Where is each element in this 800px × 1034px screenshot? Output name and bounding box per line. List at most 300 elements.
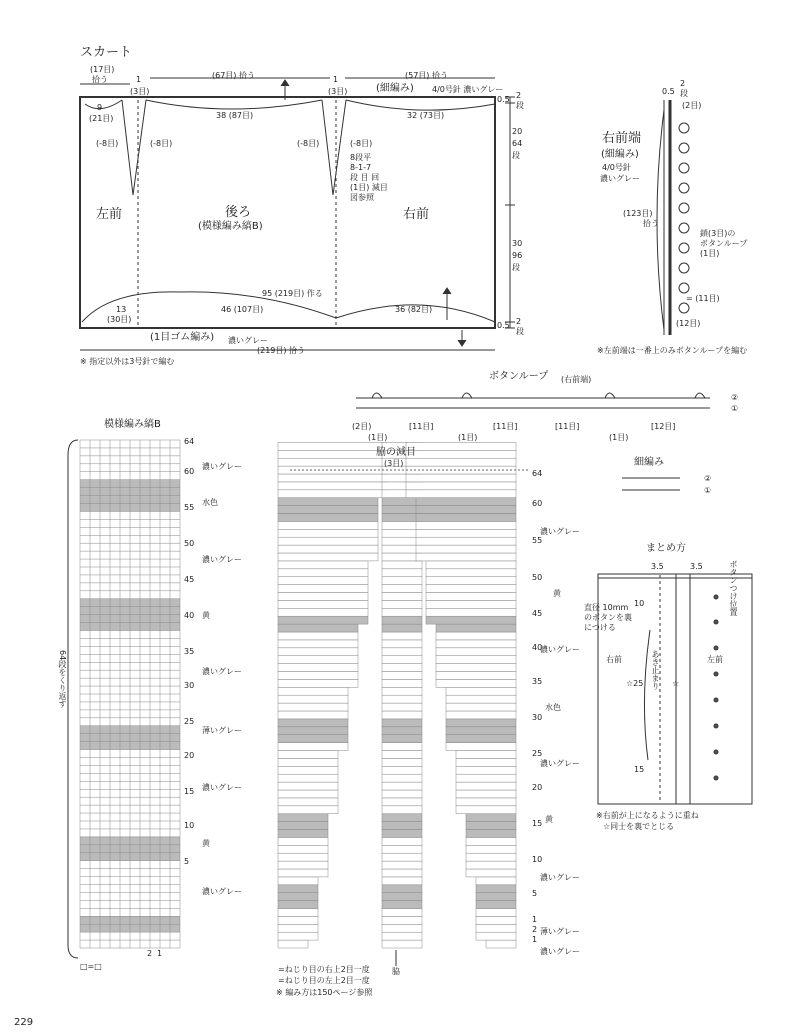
chart-cell-row: [278, 648, 358, 656]
chart-cell-row: [278, 877, 318, 885]
chart-cell-row: [278, 687, 348, 695]
chart-cell-row: [278, 545, 378, 553]
chart-cell-row: [278, 569, 368, 577]
skirt-dec-2: (-8目): [150, 139, 173, 148]
pattern-b-repeat: 64段をくり返す: [58, 650, 67, 709]
chart-cell-row: [278, 679, 358, 687]
chart-cell-row: [416, 506, 516, 514]
button-loop-c1a: (1目): [368, 433, 388, 442]
chart-cell-row: [406, 458, 516, 466]
skirt-pickup: (219目) 拾う: [257, 346, 306, 355]
chart-cell-row: [278, 608, 368, 616]
chart-cell-row: [466, 845, 516, 853]
skirt-dart-note-1: 8-1-7: [350, 163, 372, 172]
chart-cell-row: [406, 450, 516, 458]
chart-cell-row: [382, 656, 422, 664]
chart-cell-row: [436, 640, 516, 648]
chart-cell-row: [278, 727, 348, 735]
chart-cell-row: [382, 869, 422, 877]
placket-sub: (細編み): [601, 149, 639, 160]
chart-cell-row: [456, 758, 516, 766]
side-dec-row-14: 2: [532, 925, 538, 934]
chart-cell-row: [382, 885, 422, 893]
chart-cell-row: [436, 656, 516, 664]
chart-cell-row: [278, 861, 328, 869]
chart-cell-row: [278, 640, 358, 648]
chart-cell-row: [382, 798, 422, 806]
placket-pick-sub: 拾う: [643, 219, 659, 228]
chart-cell-row: [278, 837, 328, 845]
page-number: 229: [14, 1017, 34, 1028]
chart-cell-row: [278, 632, 358, 640]
skirt-d95: 95 (219目) 作る: [262, 289, 323, 298]
chart-cell-row: [278, 561, 368, 569]
chart-cell-row: [466, 830, 516, 838]
chart-cell-row: [382, 766, 422, 774]
chart-cell-row: [278, 450, 388, 458]
chart-cell-row: [382, 679, 422, 687]
chart-cell-row: [382, 672, 422, 680]
chart-cell-row: [278, 940, 308, 948]
chart-cell-row: [382, 600, 422, 608]
chart-cell-row: [416, 553, 516, 561]
chart-cell-row: [456, 790, 516, 798]
chart-cell-row: [446, 727, 516, 735]
side-decrease-grid: [278, 442, 530, 966]
pattern-b-color-8: 濃いグレー: [202, 887, 242, 896]
chart-cell-row: [476, 885, 516, 893]
chart-cell-row: [406, 442, 516, 450]
finish-star: ☆: [672, 679, 680, 688]
side-dec-row-12: 5: [532, 889, 538, 898]
skirt-d9: 9: [97, 103, 103, 112]
chart-cell-row: [426, 561, 516, 569]
button-loop-c11c: [11目]: [555, 422, 580, 431]
skirt-top-mid-1: 1: [136, 75, 142, 84]
side-dec-legend-2: =ねじり目の左上2目一度: [278, 976, 370, 985]
chart-cell-row: [278, 529, 378, 537]
chart-cell-row: [382, 735, 422, 743]
skirt-d32: 32 (73目): [407, 111, 445, 120]
finish-w2: 3.5: [690, 562, 703, 571]
chart-cell-row: [382, 751, 422, 759]
finish-d15: 15: [634, 765, 645, 774]
pattern-b-legend: □=□: [80, 962, 102, 971]
pattern-b-row-64: 64: [184, 437, 195, 446]
chart-cell-row: [278, 830, 328, 838]
chart-cell-row: [278, 458, 388, 466]
pattern-b-row-25: 25: [184, 717, 195, 726]
chart-cell-row: [382, 853, 422, 861]
chart-cell-row: [382, 743, 422, 751]
chart-cell-row: [382, 648, 422, 656]
finish-right: 右前: [606, 655, 622, 664]
chart-cell-row: [406, 474, 516, 482]
pattern-b-row-55: 55: [184, 503, 195, 512]
side-dec-legend-3: ※ 編み方は150ページ参照: [276, 988, 373, 997]
chart-cell-row: [278, 703, 348, 711]
skirt-top-right: (57目) 拾う: [405, 71, 448, 80]
chart-cell-row: [278, 490, 388, 498]
chart-cell-row: [382, 814, 422, 822]
placket-title: 右前端: [602, 131, 642, 146]
chart-cell-row: [416, 529, 516, 537]
side-dec-color-2: 濃いグレー: [540, 645, 580, 654]
side-dec-row-15: 1: [532, 935, 538, 944]
pattern-b-color-0: 濃いグレー: [202, 462, 242, 471]
side-dec-row-13: 1: [532, 915, 538, 924]
side-dec-row-2: 55: [532, 536, 543, 545]
side-dec-row-6: 35: [532, 677, 543, 686]
sc-row1: ①: [704, 486, 712, 495]
chart-cell-row: [278, 442, 388, 450]
chart-cell-row: [382, 640, 422, 648]
chart-cell-row: [382, 909, 422, 917]
skirt-side-duan-b: 段: [512, 151, 520, 160]
placket-note: ※左前端は一番上のみボタンループを編む: [597, 346, 748, 355]
chart-cell-row: [278, 711, 348, 719]
chart-cell-row: [426, 577, 516, 585]
chart-cell-row: [382, 703, 422, 711]
chart-cell-row: [278, 624, 358, 632]
chart-cell-row: [278, 766, 338, 774]
skirt-top-left: (17目): [90, 65, 115, 74]
placket-loop1: 鎖(3目)の: [700, 229, 736, 238]
chart-cell-row: [278, 537, 378, 545]
chart-cell-row: [476, 901, 516, 909]
chart-cell-row: [278, 893, 318, 901]
chart-cell-row: [382, 585, 422, 593]
skirt-top-mid-1b: (3目): [130, 87, 150, 96]
chart-cell-row: [278, 593, 368, 601]
side-dec-row-10: 15: [532, 819, 543, 828]
side-dec-color-4: 濃いグレー: [540, 759, 580, 768]
chart-cell-row: [382, 782, 422, 790]
chart-cell-row: [278, 616, 368, 624]
chart-cell-row: [382, 719, 422, 727]
chart-cell-row: [278, 806, 338, 814]
placket-needle: 4/0号針: [602, 163, 631, 172]
skirt-d38: 38 (87目): [216, 111, 254, 120]
chart-cell-row: [278, 577, 368, 585]
chart-cell-row: [436, 672, 516, 680]
chart-cell-row: [426, 569, 516, 577]
chart-cell-row: [456, 782, 516, 790]
button-loop-c11a: [11目]: [409, 422, 434, 431]
side-dec-row-7: 30: [532, 713, 543, 722]
chart-cell-row: [426, 585, 516, 593]
chart-cell-row: [466, 861, 516, 869]
chart-cell-row: [382, 893, 422, 901]
chart-cell-row: [476, 877, 516, 885]
chart-cell-row: [466, 814, 516, 822]
chart-cell-row: [382, 924, 422, 932]
skirt-side-2b: 2: [516, 317, 522, 326]
pattern-b-row-60: 60: [184, 467, 195, 476]
pattern-b-row-35: 35: [184, 647, 195, 656]
skirt-d36: 36 (82目): [395, 305, 433, 314]
chart-cell-row: [278, 885, 318, 893]
placket-pick: (123目): [623, 209, 653, 218]
skirt-dart-note-0: 8段平: [350, 153, 372, 162]
finish-btn-note3: につける: [584, 623, 616, 632]
pattern-b-col-1: 1: [157, 949, 163, 958]
finish-w1: 3.5: [651, 562, 664, 571]
side-dec-row-3: 50: [532, 573, 543, 582]
chart-cell-row: [426, 616, 516, 624]
chart-cell-row: [436, 632, 516, 640]
chart-cell-row: [278, 916, 318, 924]
side-dec-row-4: 45: [532, 609, 543, 618]
chart-cell-row: [486, 940, 516, 948]
button-loop-row2: ②: [731, 393, 739, 402]
skirt-side-2a: 2: [516, 91, 522, 100]
sc-title: 細編み: [634, 457, 664, 468]
chart-cell-row: [382, 932, 422, 940]
side-dec-color-3: 水色: [545, 703, 561, 712]
chart-cell-row: [446, 743, 516, 751]
chart-cell-row: [436, 624, 516, 632]
chart-cell-row: [278, 782, 338, 790]
chart-cell-row: [382, 861, 422, 869]
skirt-side-05b: 0.5: [497, 321, 510, 330]
skirt-d21: (21目): [89, 114, 114, 123]
chart-cell-row: [278, 924, 318, 932]
side-dec-row-5: 40: [532, 643, 543, 652]
chart-cell-row: [406, 490, 516, 498]
pattern-b-color-1: 水色: [202, 498, 218, 507]
pattern-b-row-15: 15: [184, 787, 195, 796]
button-loop-sub: (右前端): [561, 375, 592, 384]
chart-cell-row: [382, 806, 422, 814]
button-loop-c2: (2目): [352, 422, 372, 431]
pattern-b-row-10: 10: [184, 821, 195, 830]
side-dec-color-6: 濃いグレー: [540, 873, 580, 882]
chart-cell-row: [278, 822, 328, 830]
chart-cell-row: [278, 656, 358, 664]
chart-cell-row: [278, 695, 348, 703]
chart-cell-row: [416, 521, 516, 529]
side-dec-legend-1: =ねじり目の右上2目一度: [278, 965, 370, 974]
placket-top-2: 2: [680, 79, 686, 88]
side-dec-title: 脇の減目: [376, 447, 416, 458]
chart-cell-row: [446, 695, 516, 703]
finish-btn-note1: 直径 10mm: [584, 603, 629, 612]
placket-loop2: ボタンループ: [700, 239, 748, 248]
side-dec-color-7: 薄いグレー: [540, 927, 580, 936]
chart-cell-row: [278, 909, 318, 917]
side-dec-waist: 脇: [392, 967, 400, 976]
chart-cell-row: [446, 703, 516, 711]
chart-cell-row: [426, 600, 516, 608]
skirt-d13: 13: [116, 305, 127, 314]
chart-cell-row: [416, 498, 516, 506]
chart-cell-row: [436, 664, 516, 672]
finish-d10: 10: [634, 599, 645, 608]
button-loop-c11b: [11目]: [493, 422, 518, 431]
skirt-back: 後ろ: [225, 205, 252, 220]
chart-cell-row: [476, 909, 516, 917]
chart-cell-row: [278, 719, 348, 727]
skirt-d46: 46 (107目): [221, 305, 264, 314]
side-dec-top: (3目): [384, 459, 404, 468]
chart-cell-row: [278, 932, 318, 940]
chart-cell-row: [382, 577, 422, 585]
chart-cell-row: [476, 916, 516, 924]
chart-cell-row: [382, 940, 422, 948]
pattern-b-color-6: 濃いグレー: [202, 783, 242, 792]
chart-cell-row: [278, 853, 328, 861]
chart-cell-row: [278, 600, 368, 608]
chart-cell-row: [382, 608, 422, 616]
skirt-dec-4: (-8目): [350, 139, 373, 148]
button-loop-c1c: (1目): [609, 433, 629, 442]
chart-cell-row: [426, 608, 516, 616]
chart-cell-row: [456, 751, 516, 759]
skirt-back-sub: (模様編み縞B): [198, 221, 263, 232]
skirt-dart-note-4: 図参照: [350, 193, 374, 202]
sc-row2: ②: [704, 474, 712, 483]
side-dec-color-1: 黄: [553, 589, 561, 598]
skirt-rib-color: 濃いグレー: [228, 336, 268, 345]
placket-r12: (12目): [676, 319, 701, 328]
chart-cell-row: [476, 893, 516, 901]
finish-note2: ☆同士を裏でとじる: [603, 822, 675, 831]
chart-cell-row: [382, 916, 422, 924]
skirt-top-left-sub: 拾う: [92, 75, 108, 84]
chart-cell-row: [382, 593, 422, 601]
side-dec-color-8: 濃いグレー: [540, 947, 580, 956]
chart-cell-row: [456, 798, 516, 806]
skirt-side-96: 96: [512, 251, 523, 260]
pattern-b-col-2: 2: [147, 949, 153, 958]
chart-cell-row: [382, 901, 422, 909]
chart-cell-row: [278, 814, 328, 822]
skirt-side-duan-c: 段: [512, 263, 520, 272]
button-loop-row1: ①: [731, 404, 739, 413]
chart-cell-row: [446, 687, 516, 695]
chart-cell-row: [382, 632, 422, 640]
chart-cell-row: [278, 672, 358, 680]
button-loop-c1b: (1目): [458, 433, 478, 442]
chart-cell-row: [446, 719, 516, 727]
chart-cell-row: [382, 837, 422, 845]
side-dec-row-8: 25: [532, 749, 543, 758]
chart-cell-row: [278, 735, 348, 743]
pattern-b-row-50: 50: [184, 539, 195, 548]
chart-cell-row: [382, 877, 422, 885]
chart-cell-row: [466, 822, 516, 830]
chart-cell-row: [466, 869, 516, 877]
chart-cell-row: [278, 869, 328, 877]
skirt-side-64: 64: [512, 139, 523, 148]
chart-cell-row: [446, 735, 516, 743]
chart-cell-row: [278, 901, 318, 909]
chart-cell-row: [278, 790, 338, 798]
chart-cell-row: [278, 521, 378, 529]
pattern-b-row-30: 30: [184, 681, 195, 690]
chart-cell-row: [476, 924, 516, 932]
chart-cell-row: [278, 758, 338, 766]
chart-cell-row: [382, 664, 422, 672]
chart-cell-row: [456, 806, 516, 814]
skirt-right-front: 右前: [403, 207, 430, 222]
chart-cell-row: [466, 853, 516, 861]
button-loop-title: ボタンループ: [489, 371, 549, 382]
pattern-b-row-5: 5: [184, 857, 190, 866]
side-dec-color-0: 濃いグレー: [540, 527, 580, 536]
chart-cell-row: [382, 687, 422, 695]
skirt-side-duan-d: 段: [516, 327, 524, 336]
skirt-left-front: 左前: [96, 207, 123, 222]
chart-cell-row: [416, 545, 516, 553]
chart-cell-row: [278, 845, 328, 853]
skirt-d30: (30目): [107, 315, 132, 324]
pattern-b-color-3: 黄: [202, 611, 210, 620]
finish-btn-note2: のボタンを裏: [584, 613, 632, 622]
chart-cell-row: [278, 514, 378, 522]
side-dec-row-9: 20: [532, 783, 543, 792]
placket-color: 濃いグレー: [600, 174, 640, 183]
placket-r2: (2目): [682, 101, 702, 110]
placket-top-duan: 段: [680, 89, 688, 98]
skirt-dart-note-3: (1目) 減目: [350, 183, 388, 192]
chart-cell-row: [278, 743, 348, 751]
skirt-side-duan-a: 段: [516, 101, 524, 110]
side-dec-row-0: 64: [532, 469, 543, 478]
finish-title: まとめ方: [646, 543, 686, 554]
skirt-top-mid-2: (67目) 拾う: [212, 71, 255, 80]
chart-cell-row: [278, 553, 378, 561]
side-dec-row-11: 10: [532, 855, 543, 864]
pattern-b-color-2: 濃いグレー: [202, 555, 242, 564]
chart-cell-row: [278, 506, 378, 514]
finish-btn-pos: ボタンつけ位置: [729, 560, 738, 616]
chart-cell-row: [278, 585, 368, 593]
skirt-rib: (1目ゴム編み): [150, 332, 215, 343]
side-dec-row-1: 60: [532, 499, 543, 508]
chart-cell-row: [278, 498, 378, 506]
chart-cell-row: [456, 774, 516, 782]
chart-cell-row: [436, 648, 516, 656]
chart-cell-row: [382, 616, 422, 624]
skirt-dart-note-2: 段 目 回: [350, 173, 380, 182]
chart-cell-row: [426, 593, 516, 601]
chart-cell-row: [278, 482, 388, 490]
skirt-dec-1: (-8目): [96, 139, 119, 148]
placket-r11: = (11目): [686, 294, 720, 303]
chart-cell-row: [278, 751, 338, 759]
chart-cell-row: [416, 537, 516, 545]
chart-cell-row: [382, 561, 422, 569]
finish-stop: あき止まり: [651, 650, 660, 690]
chart-cell-row: [466, 837, 516, 845]
pattern-b-row-20: 20: [184, 751, 195, 760]
chart-cell-row: [382, 727, 422, 735]
finish-left: 左前: [707, 655, 723, 664]
chart-cell-row: [382, 790, 422, 798]
chart-cell-row: [278, 798, 338, 806]
chart-cell-row: [382, 830, 422, 838]
chart-cell-row: [382, 822, 422, 830]
skirt-note: ※ 指定以外は3号針で編む: [80, 357, 175, 366]
skirt-top-mid-3: 1: [333, 75, 339, 84]
chart-cell-row: [476, 932, 516, 940]
pattern-b-grid: [80, 440, 180, 948]
chart-cell-row: [382, 569, 422, 577]
chart-cell-row: [382, 845, 422, 853]
button-loop-c12: [12目]: [651, 422, 676, 431]
